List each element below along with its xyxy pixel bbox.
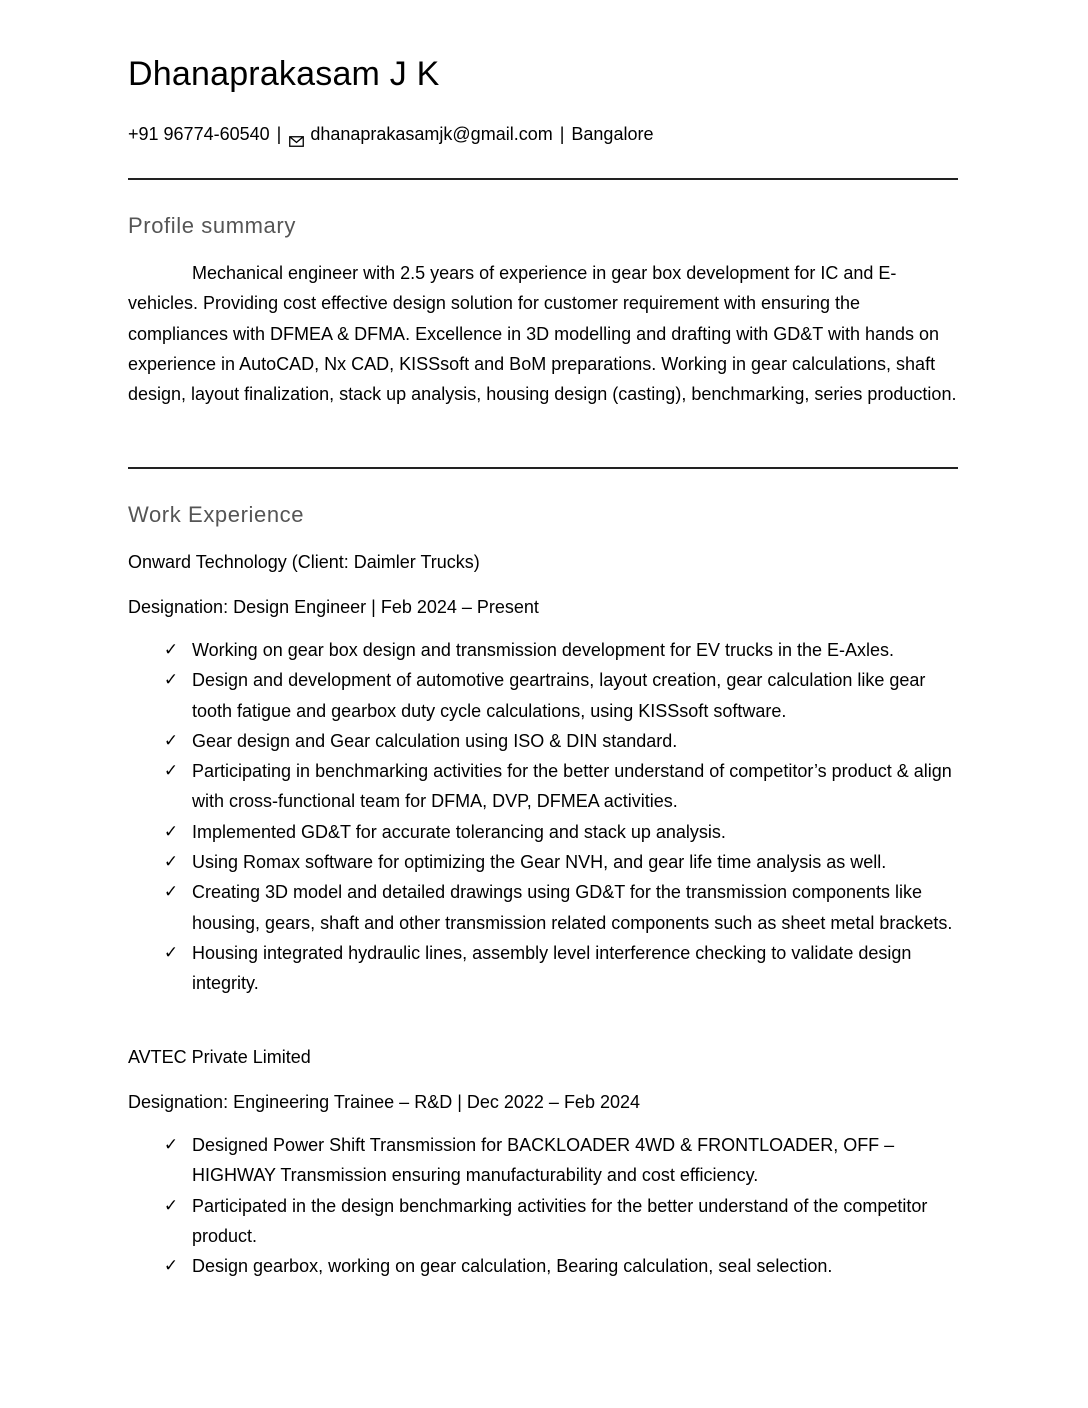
list-item bbox=[128, 817, 958, 847]
bullet-text: Gear design and Gear calculation using ISO & DIN standard. bbox=[192, 730, 678, 751]
bullet-text: Design gearbox, working on gear calculation, Bearing calculation, seal selection. bbox=[192, 1256, 833, 1277]
checkmark-icon: ✓ bbox=[163, 670, 179, 691]
checkmark-icon: ✓ bbox=[163, 640, 179, 660]
work-experience-heading: Work Experience bbox=[128, 502, 305, 527]
designation: Designation: Engineering Trainee – R&D | Dec 2022 – Feb 2024 bbox=[128, 1092, 640, 1112]
divider bbox=[128, 178, 958, 180]
bullet-text: Design and development of automotive geartrains, layout creation, gear calculation like gear tooth fatigue and gearbox duty cycle calculations, using KISSsoft software. bbox=[192, 670, 926, 721]
checkmark-icon: ✓ bbox=[163, 942, 179, 963]
checkmark-icon: ✓ bbox=[163, 882, 179, 903]
location: Bangalore bbox=[571, 124, 654, 144]
envelope-icon bbox=[289, 128, 304, 139]
checkmark-icon: ✓ bbox=[163, 852, 179, 873]
list-item bbox=[128, 877, 958, 938]
list-item bbox=[128, 756, 958, 817]
list-item bbox=[128, 1191, 958, 1252]
profile-summary-text: Mechanical engineer with 2.5 years of experience in gear box development for IC and E-vehicles. Providing cost effective design solution for customer requirement with ensuring the compliances with DFMEA & DFMA. Excellence in 3D modelling and drafting with GD&T with hands on experience in AutoCAD, Nx CAD, KISSsoft and BoM preparations. Working in gear calculations, shaft design, layout finalization, stack up analysis, housing design (casting), benchmarking, series production. bbox=[128, 263, 957, 405]
checkmark-icon: ✓ bbox=[163, 1256, 179, 1277]
bullet-text: Housing integrated hydraulic lines, assembly level interference checking to validate design integrity. bbox=[192, 942, 912, 994]
bullet-text: Implemented GD&T for accurate tolerancing and stack up analysis. bbox=[192, 821, 726, 842]
bullet-text: Participated in the design benchmarking activities for the better understand of the competitor product. bbox=[192, 1195, 928, 1246]
bullet-text: Working on gear box design and transmission development for EV trucks in the E-Axles. bbox=[192, 640, 895, 660]
separator: | bbox=[559, 124, 565, 144]
phone-number: +91 96774-60540 bbox=[128, 124, 270, 144]
list-item bbox=[128, 1251, 958, 1281]
checkmark-icon: ✓ bbox=[163, 1135, 179, 1155]
bullet-text: Using Romax software for optimizing the Gear NVH, and gear life time analysis as well. bbox=[192, 852, 887, 873]
list-item bbox=[128, 938, 958, 999]
checkmark-icon: ✓ bbox=[163, 730, 179, 751]
company-name: AVTEC Private Limited bbox=[128, 1047, 311, 1067]
bullet-text: Creating 3D model and detailed drawings using GD&T for the transmission components like housing, gears, shaft and other transmission related components such as sheet metal brackets. bbox=[192, 882, 953, 933]
list-item bbox=[128, 635, 958, 665]
list-item bbox=[128, 665, 958, 726]
checkmark-icon: ✓ bbox=[163, 821, 179, 842]
list-item bbox=[128, 847, 958, 877]
list-item bbox=[128, 1130, 958, 1191]
divider bbox=[128, 467, 958, 469]
contact-line bbox=[128, 121, 653, 147]
bullet-text: Participating in benchmarking activities for the better understand of competitor’s product & align with cross-functional team for DFMA, DVP, DFMEA activities. bbox=[192, 761, 952, 812]
checkmark-icon: ✓ bbox=[163, 1195, 179, 1216]
designation: Designation: Design Engineer | Feb 2024 – Present bbox=[128, 597, 539, 617]
email-link[interactable]: dhanaprakasamjk@gmail.com bbox=[310, 124, 553, 144]
job-bullet-list bbox=[128, 1130, 958, 1281]
bullet-text: Designed Power Shift Transmission for BACKLOADER 4WD & FRONTLOADER, OFF – HIGHWAY Transmission ensuring manufacturability and cost efficiency. bbox=[192, 1135, 895, 1186]
candidate-name: Dhanaprakasam J K bbox=[128, 55, 440, 93]
checkmark-icon: ✓ bbox=[163, 761, 179, 782]
list-item bbox=[128, 726, 958, 756]
company-name: Onward Technology (Client: Daimler Trucks) bbox=[128, 552, 480, 572]
profile-summary-heading: Profile summary bbox=[128, 213, 296, 238]
separator: | bbox=[276, 124, 282, 144]
job-bullet-list bbox=[128, 635, 958, 999]
